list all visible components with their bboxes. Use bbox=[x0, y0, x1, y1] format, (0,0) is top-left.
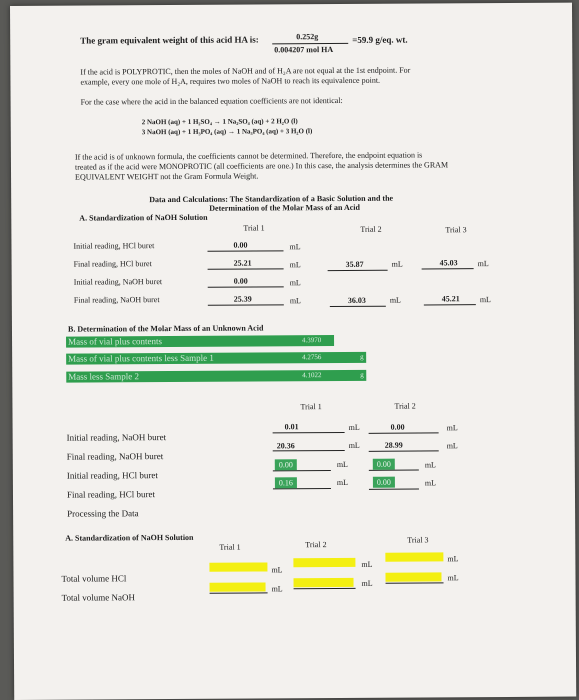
mass-label: Mass of vial plus contents less Sample 1 bbox=[68, 352, 214, 364]
section-a-trial-3-header: Trial 3 bbox=[445, 225, 467, 235]
value-a-final-hcl-t2: 35.87 bbox=[345, 259, 364, 269]
unit-ml: mL bbox=[336, 459, 348, 470]
row-label-initial-naoh: Initial reading, NaOH buret bbox=[73, 277, 163, 287]
unit-ml: mL bbox=[477, 259, 489, 269]
fraction-denominator: 0.004207 mol HA bbox=[274, 45, 334, 55]
unknown-line-1: If the acid is of unknown formula, the coefficients cannot be determined. Therefore, the endpoint equation is bbox=[74, 150, 423, 162]
gram-eq-label: The gram equivalent weight of this acid HA is: bbox=[80, 34, 259, 46]
row-label-b-final-naoh: Final reading, NaOH buret bbox=[66, 451, 164, 462]
value-b-final-naoh-t1: 20.36 bbox=[276, 441, 295, 451]
unit-ml: mL bbox=[271, 584, 283, 594]
value-b-initial-naoh-t1: 0.01 bbox=[284, 422, 299, 432]
answer-line bbox=[273, 432, 345, 433]
unit-ml: mL bbox=[361, 578, 373, 588]
answer-line bbox=[328, 270, 388, 271]
unit-ml: mL bbox=[389, 295, 401, 305]
answer-line bbox=[208, 268, 284, 269]
case-line: For the case where the acid in the balanced equation coefficients are not identical: bbox=[80, 95, 343, 107]
processing-title: Processing the Data bbox=[67, 508, 139, 519]
answer-blank-hcl-t3[interactable] bbox=[385, 552, 443, 561]
mass-unit-2: g bbox=[360, 352, 364, 361]
row-label-initial-hcl: Initial reading, HCl buret bbox=[73, 241, 155, 251]
answer-line bbox=[386, 582, 444, 583]
value-b-final-naoh-t2: 28.99 bbox=[384, 440, 403, 450]
polyprotic-line-1: If the acid is POLYPROTIC, then the moles of NaOH and of H₂A are not equal at the 1st endpoint. For bbox=[80, 65, 411, 77]
value-a-initial-naoh-t1: 0.00 bbox=[233, 276, 248, 286]
answer-line bbox=[208, 304, 284, 305]
equation-1: 2 NaOH (aq) + 1 H₂SO₄ → 1 Na₂SO₄ (aq) + 2 H₂O (l) bbox=[141, 117, 298, 127]
unit-ml: mL bbox=[446, 423, 458, 433]
mass-unit-3: g bbox=[360, 370, 364, 379]
answer-line bbox=[207, 250, 283, 251]
answer-line bbox=[369, 489, 419, 490]
data-title-1: Data and Calculations: The Standardization of a Basic Solution and the bbox=[149, 193, 394, 205]
value-b-initial-hcl-t1: 0.00 bbox=[275, 459, 297, 470]
answer-blank-hcl-t2[interactable] bbox=[293, 558, 355, 567]
value-a-final-naoh-t1: 25.39 bbox=[233, 294, 252, 304]
value-b-initial-hcl-t2: 0.00 bbox=[373, 459, 395, 470]
processing-sub-title: A. Standardization of NaOH Solution bbox=[65, 532, 194, 543]
unit-ml: mL bbox=[289, 296, 301, 306]
answer-line bbox=[208, 286, 284, 287]
unit-ml: mL bbox=[289, 278, 301, 288]
answer-line bbox=[294, 588, 356, 589]
unit-ml: mL bbox=[361, 559, 373, 569]
section-a-trial-1-header: Trial 1 bbox=[243, 223, 265, 233]
unit-ml: mL bbox=[424, 460, 436, 470]
unit-ml: mL bbox=[336, 477, 349, 488]
answer-blank-hcl-t1[interactable] bbox=[209, 562, 267, 571]
section-a-trial-2-header: Trial 2 bbox=[360, 224, 382, 234]
unit-ml: mL bbox=[424, 478, 437, 488]
section-a-title: A. Standardization of NaOH Solution bbox=[79, 212, 208, 223]
answer-line bbox=[330, 306, 386, 307]
unknown-line-3: EQUIVALENT WEIGHT not the Gram Formula Weight. bbox=[75, 171, 259, 182]
answer-blank-naoh-t1[interactable] bbox=[210, 582, 266, 591]
row-label-b-initial-naoh: Initial reading, NaOH buret bbox=[66, 432, 167, 443]
mass-value-1: 4.3970 bbox=[302, 336, 322, 345]
unit-ml: mL bbox=[271, 565, 283, 575]
value-a-initial-hcl-t1: 0.00 bbox=[233, 240, 248, 250]
data-title-2: Determination of the Molar Mass of an Acid bbox=[209, 202, 360, 213]
section-b-trial-2-header: Trial 2 bbox=[394, 401, 416, 411]
row-label-final-naoh: Final reading, NaOH buret bbox=[73, 295, 160, 305]
mass-row-1 bbox=[66, 335, 334, 348]
section-b-trial-1-header: Trial 1 bbox=[300, 402, 322, 412]
row-label-final-hcl: Final reading, HCl buret bbox=[73, 259, 152, 269]
value-a-final-naoh-t2: 36.03 bbox=[347, 295, 366, 305]
answer-line bbox=[369, 450, 439, 451]
processing-trial-1-header: Trial 1 bbox=[219, 542, 241, 552]
unit-ml: mL bbox=[289, 242, 301, 252]
mass-value-3: 4.1022 bbox=[302, 371, 322, 380]
value-a-final-hcl-t3: 45.03 bbox=[439, 258, 458, 268]
section-b-title: B. Determination of the Molar Mass of an Unknown Acid bbox=[67, 323, 264, 334]
value-a-final-naoh-t3: 45.21 bbox=[441, 294, 460, 304]
unit-ml: mL bbox=[479, 295, 491, 305]
processing-trial-3-header: Trial 3 bbox=[407, 535, 429, 545]
value-b-final-hcl-t1: 0.16 bbox=[275, 477, 297, 488]
mass-label: Mass of vial plus contents bbox=[68, 336, 163, 347]
unit-ml: mL bbox=[447, 573, 459, 583]
mass-label: Mass less Sample 2 bbox=[68, 371, 140, 382]
unknown-line-2: treated as if the acid were MONOPROTIC (all coefficients are one.) In this case, the analysis determines the GRAM bbox=[74, 160, 449, 172]
unit-ml: mL bbox=[348, 422, 360, 432]
answer-line bbox=[369, 432, 439, 433]
answer-blank-naoh-t3[interactable] bbox=[385, 572, 441, 581]
unit-ml: mL bbox=[289, 260, 301, 270]
answer-line bbox=[424, 304, 476, 305]
answer-line bbox=[422, 268, 474, 269]
value-a-final-hcl-t1: 25.21 bbox=[233, 258, 252, 268]
row-label-b-initial-hcl: Initial reading, HCl buret bbox=[66, 470, 158, 481]
unit-ml: mL bbox=[348, 440, 360, 450]
row-label-b-final-hcl: Final reading, HCl buret bbox=[66, 489, 155, 500]
processing-trial-2-header: Trial 2 bbox=[305, 540, 327, 550]
value-b-final-hcl-t2: 0.00 bbox=[373, 477, 395, 488]
polyprotic-line-2: example, every one mole of H₂A, requires two moles of NaOH to reach its equivalence point. bbox=[80, 75, 381, 87]
unit-ml: mL bbox=[447, 554, 459, 564]
equation-2: 3 NaOH (aq) + 1 H₃PO₄ (aq) → 1 Na₃PO₄ (aq) + 3 H₂O (l) bbox=[141, 127, 313, 137]
value-b-initial-naoh-t2: 0.00 bbox=[390, 422, 405, 432]
unit-ml: mL bbox=[446, 441, 458, 451]
answer-line bbox=[210, 592, 268, 593]
answer-blank-naoh-t2[interactable] bbox=[294, 578, 354, 587]
unit-ml: mL bbox=[391, 259, 403, 269]
worksheet-page bbox=[10, 3, 576, 700]
fraction-numerator: 0.252g bbox=[296, 32, 319, 42]
gram-eq-result: =59.9 g/eq. wt. bbox=[352, 34, 408, 45]
row-label-total-hcl: Total volume HCl bbox=[61, 573, 127, 584]
row-label-total-naoh: Total volume NaOH bbox=[61, 592, 136, 603]
mass-value-2: 4.2756 bbox=[302, 353, 322, 362]
